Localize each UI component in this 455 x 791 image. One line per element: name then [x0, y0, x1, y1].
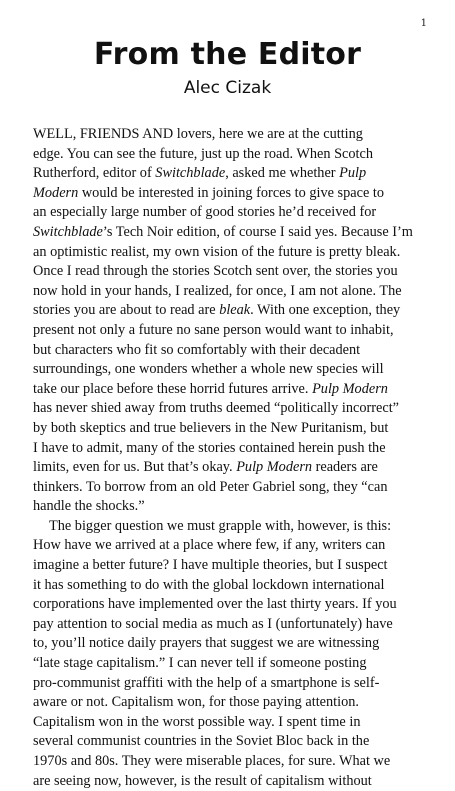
text-run: to, you’ll notice daily prayers that suggest we are witnessing: [33, 635, 380, 652]
text-run: would be interested in joining forces to give space to: [78, 184, 384, 201]
text-run: pro-communist graffiti with the help of a smartphone is self-: [33, 674, 380, 691]
article-line: [33, 478, 425, 498]
text-run: Once I read through the stories Scotch sent over, the stories you: [33, 263, 398, 280]
italic-title: Switchblade: [155, 165, 226, 182]
article-line: [33, 654, 425, 674]
text-run: How have we arrived at a place where few, if any, writers can: [33, 537, 386, 554]
article-line: [33, 517, 425, 537]
article-line: [33, 595, 425, 615]
text-run: take our place before these horrid futures arrive.: [33, 380, 313, 397]
article-line: [33, 360, 425, 380]
article-line: [33, 321, 425, 341]
text-run: by both skeptics and true believers in the New Puritanism, but: [33, 419, 389, 436]
page-number: 1: [420, 18, 427, 29]
text-run: ’s Tech Noir edition, of course I said yes. Because I’m: [102, 223, 413, 240]
article-line: [33, 282, 425, 302]
text-run: “late stage capitalism.” I can never tell if someone posting: [33, 655, 367, 672]
italic-title: bleak: [219, 302, 251, 319]
article-line: [33, 536, 425, 556]
article-line: [33, 752, 425, 772]
article-line: [33, 674, 425, 694]
italic-title: Pulp Modern: [236, 459, 313, 476]
article-line: [33, 419, 425, 439]
article-line: [33, 145, 425, 165]
italic-title: Switchblade: [33, 223, 103, 240]
italic-title: Pulp: [339, 165, 367, 182]
text-run: an optimistic realist, my own vision of the future is pretty bleak.: [33, 243, 401, 260]
article-line: [33, 301, 425, 321]
article-line: [33, 399, 425, 419]
article-line: [33, 772, 425, 791]
text-run: Capitalism won in the worst possible way. I spent time in: [33, 713, 361, 730]
article-line: [33, 497, 425, 517]
author-byline: Alec Cizak: [183, 78, 272, 98]
article-line: [33, 732, 425, 752]
text-run: 1970s and 80s. They were miserable places, for sure. What we: [33, 753, 391, 769]
article-body: [33, 125, 425, 791]
text-run: pay attention to social media as much as I (unfortunately) have: [33, 615, 393, 632]
article-line: [33, 125, 425, 145]
article-line: [33, 380, 425, 400]
text-run: limits, even for us. But that’s okay.: [33, 459, 237, 476]
text-run: several communist countries in the Soviet Bloc back in the: [33, 733, 370, 750]
article-line: [33, 615, 425, 635]
italic-title: Modern: [33, 184, 79, 201]
article-line: [33, 223, 425, 243]
italic-title: Pulp Modern: [312, 380, 388, 397]
text-run: are seeing now, however, is the result of capitalism without: [33, 772, 372, 789]
article-line: [33, 556, 425, 576]
article-line: [33, 693, 425, 713]
text-run: stories you are about to read are: [33, 302, 220, 319]
text-run: readers are: [312, 459, 378, 476]
article-title: From the Editor: [93, 37, 362, 72]
text-run: present not only a future no sane person would want to inhabit,: [33, 321, 394, 338]
article-line: [33, 458, 425, 478]
article-line: [33, 203, 425, 223]
article-line: [33, 243, 425, 263]
text-run: Rutherford, editor of: [33, 165, 156, 182]
text-run: , asked me whether: [225, 165, 340, 182]
text-run: it has something to do with the global lockdown international: [33, 576, 385, 593]
text-run: but characters who fit so comfortably with their decadent: [33, 341, 361, 358]
text-run: corporations have implemented over the last thirty years. If you: [33, 596, 397, 613]
text-run: now hold in your hands, I realized, for once, I am not alone. The: [33, 282, 402, 299]
article-line: [33, 713, 425, 733]
article-line: [33, 262, 425, 282]
article-line: [33, 634, 425, 654]
text-run: surroundings, one wonders whether a whole new species will: [33, 361, 384, 378]
text-run: has never shied away from truths deemed “politically incorrect”: [33, 400, 400, 417]
text-run: handle the shocks.”: [33, 498, 145, 515]
article-line: [33, 164, 425, 184]
article-line: [33, 576, 425, 596]
text-run: thinkers. To borrow from an old Peter Gabriel song, they “can: [33, 478, 388, 495]
text-run: aware or not. Capitalism won, for those paying attention.: [33, 694, 359, 711]
text-run: an especially large number of good stories he’d received for: [33, 204, 377, 221]
text-run: The bigger question we must grapple with, however, is this:: [49, 517, 392, 534]
article-line: [33, 184, 425, 204]
text-run: WELL, FRIENDS AND lovers, here we are at the cutting: [33, 126, 363, 142]
article-line: [33, 439, 425, 459]
text-run: imagine a better future? I have multiple theories, but I suspect: [33, 557, 388, 574]
text-run: I have to admit, many of the stories contained herein push the: [33, 439, 386, 456]
text-run: edge. You can see the future, just up the road. When Scotch: [33, 145, 373, 162]
article-line: [33, 341, 425, 361]
text-run: . With one exception, they: [250, 302, 401, 319]
